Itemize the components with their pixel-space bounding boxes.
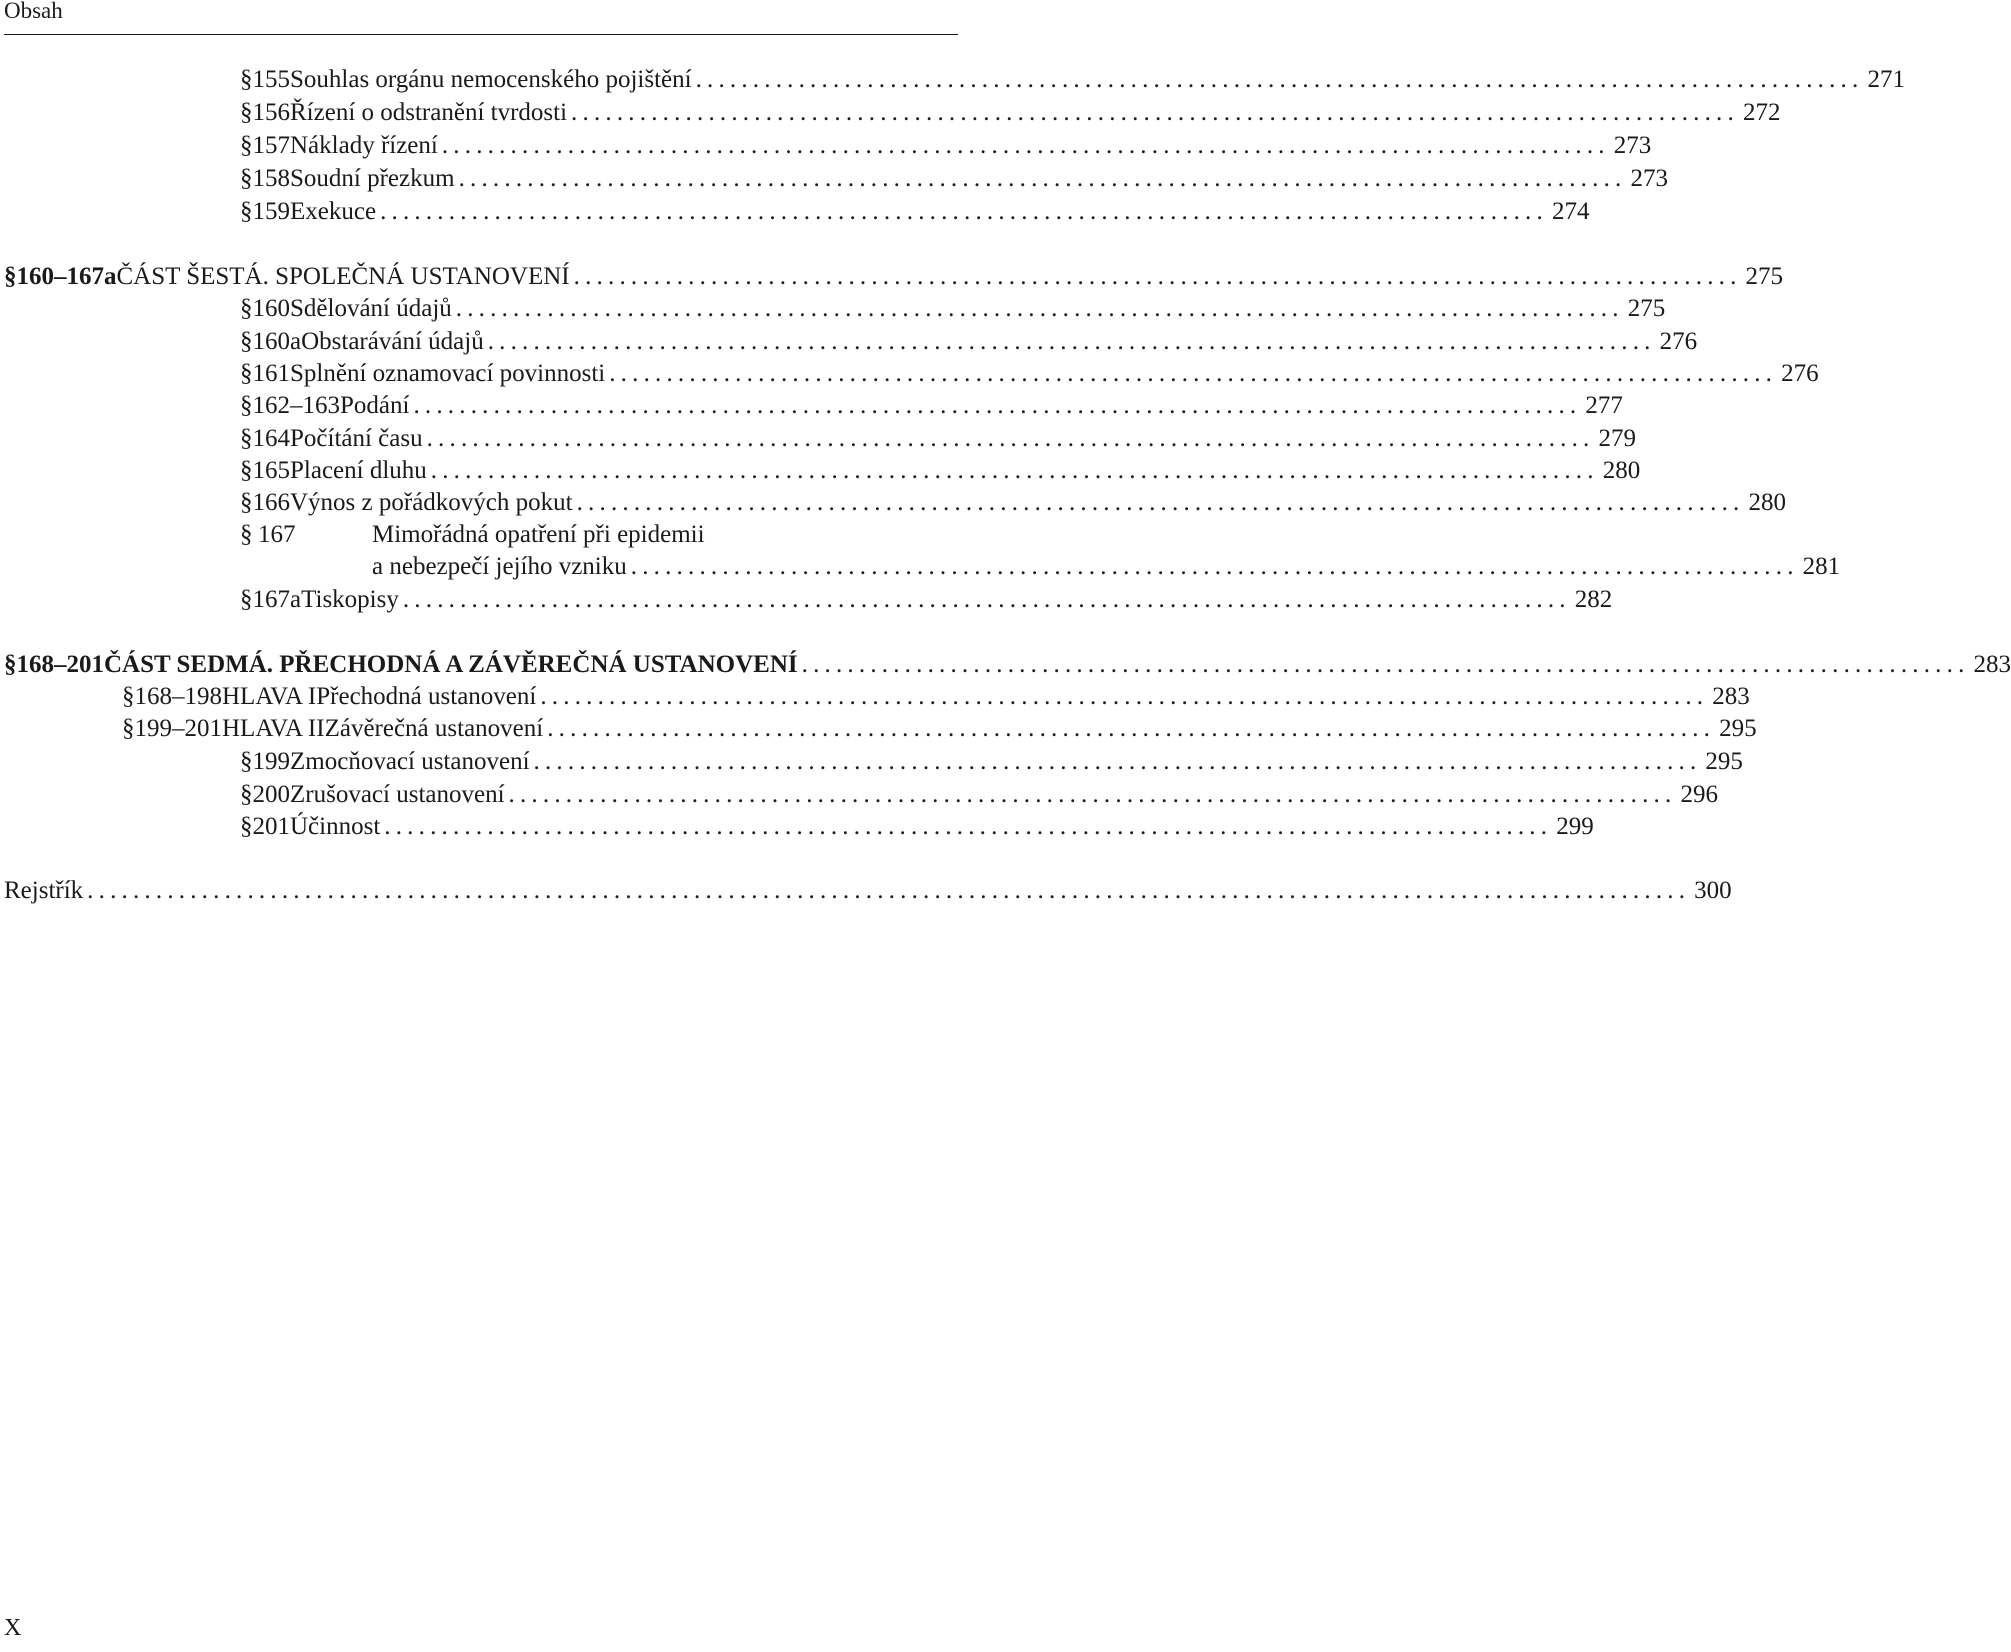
- toc-entry[interactable]: [240, 745, 1743, 779]
- toc-entry[interactable]: [240, 486, 1786, 520]
- dot-leader: ......................................................................................................: [609, 360, 1778, 387]
- entry-number: 158: [252, 165, 290, 192]
- dot-leader: ......................................................................................................: [801, 651, 1970, 678]
- toc-entry[interactable]: [240, 96, 1781, 130]
- entry-number: 157: [252, 132, 290, 159]
- section-sign: §: [240, 132, 253, 159]
- toc-entry[interactable]: [240, 810, 1594, 844]
- section-sign: §: [240, 66, 253, 93]
- entry-title: ČÁST ŠESTÁ. SPOLEČNÁ USTANOVENÍ: [116, 263, 570, 290]
- entry-title: Souhlas orgánu nemocenského pojištění: [290, 66, 692, 93]
- entry-title: Tiskopisy: [301, 586, 399, 613]
- chapter-label: HLAVA I: [222, 683, 317, 710]
- section-sign: §: [240, 295, 253, 322]
- toc-entry-continuation[interactable]: [372, 550, 1841, 584]
- entry-page: 282: [1574, 586, 1613, 613]
- entry-title: ČÁST SEDMÁ. PŘECHODNÁ A ZÁVĚREČNÁ USTANOVENÍ: [104, 651, 798, 678]
- entry-number: 167a: [252, 586, 302, 613]
- entry-title: Náklady řízení: [290, 132, 438, 159]
- toc-entry[interactable]: [240, 583, 1613, 617]
- entry-title-continuation: a nebezpečí jejího vzniku: [372, 553, 627, 580]
- entry-page: 274: [1551, 198, 1590, 225]
- entry-number: 168–201: [16, 651, 104, 678]
- toc-entry[interactable]: [240, 129, 1652, 163]
- entry-title: Zmocňovací ustanovení: [290, 748, 530, 775]
- toc-entry[interactable]: [240, 162, 1668, 196]
- entry-number: 165: [252, 457, 290, 484]
- entry-title: Výnos z pořádkových pokut: [290, 489, 573, 516]
- entry-number: 166: [252, 489, 290, 516]
- dot-leader: ......................................................................................................: [430, 457, 1599, 484]
- toc-chapter-entry[interactable]: [122, 712, 1757, 746]
- entry-title: Účinnost: [290, 813, 381, 840]
- entry-number: 155: [252, 66, 290, 93]
- entry-page: 277: [1585, 392, 1623, 419]
- section-sign: §: [240, 328, 253, 355]
- section-sign: §: [240, 813, 253, 840]
- dot-leader: ......................................................................................................: [695, 66, 1864, 93]
- entry-number: 161: [252, 360, 290, 387]
- section-sign: §: [122, 715, 135, 742]
- toc-part-entry[interactable]: [4, 648, 2011, 682]
- entry-page: 273: [1613, 132, 1652, 159]
- chapter-label: HLAVA II: [222, 715, 325, 742]
- running-header: Obsah: [4, 0, 63, 23]
- dot-leader: ......................................................................................................: [576, 489, 1745, 516]
- dot-leader: ............................................................................................................................................: [87, 877, 1691, 904]
- dot-leader: ......................................................................................................: [573, 263, 1742, 290]
- section-sign: §: [240, 198, 253, 225]
- section-sign: §: [240, 489, 253, 516]
- section-sign: §: [240, 165, 253, 192]
- dot-leader: ......................................................................................................: [380, 198, 1548, 225]
- header-rule: [4, 34, 958, 35]
- toc-entry[interactable]: [240, 195, 1590, 229]
- dot-leader: ......................................................................................................: [413, 392, 1582, 419]
- entry-page: 272: [1742, 99, 1781, 126]
- entry-number: 160a: [252, 328, 302, 355]
- section-sign: §: [240, 392, 253, 419]
- entry-title: Splnění oznamovací povinnosti: [290, 360, 606, 387]
- entry-page: 280: [1748, 489, 1786, 516]
- entry-title: Exekuce: [290, 198, 377, 225]
- entry-page: 271: [1867, 66, 1905, 93]
- entry-page: 275: [1745, 263, 1784, 290]
- entry-title: Řízení o odstranění tvrdosti: [290, 99, 568, 126]
- dot-leader: ......................................................................................................: [426, 425, 1595, 452]
- entry-title: Přechodná ustanovení: [316, 683, 537, 710]
- toc-entry[interactable]: [240, 357, 1819, 391]
- entry-number: 156: [252, 99, 290, 126]
- toc-entry[interactable]: [240, 292, 1666, 326]
- entry-title: Podání: [340, 392, 410, 419]
- entry-page: 283: [1973, 651, 2011, 678]
- entry-page: 280: [1602, 457, 1641, 484]
- entry-number: 159: [252, 198, 290, 225]
- entry-page: 299: [1556, 813, 1594, 840]
- section-sign: §: [240, 99, 253, 126]
- entry-page: 281: [1802, 553, 1841, 580]
- section-sign: §: [240, 457, 253, 484]
- dot-leader: ......................................................................................................: [384, 813, 1553, 840]
- entry-page: 283: [1712, 683, 1750, 710]
- entry-number: 160: [252, 295, 290, 322]
- entry-number: 168–198: [134, 683, 222, 710]
- entry-number: 167: [258, 521, 296, 548]
- section-sign: §: [4, 263, 17, 290]
- dot-leader: ......................................................................................................: [455, 295, 1624, 322]
- dot-leader: ......................................................................................................: [458, 165, 1627, 192]
- section-sign: §: [240, 781, 253, 808]
- entry-page: 296: [1680, 781, 1718, 808]
- entry-title: Placení dluhu: [290, 457, 427, 484]
- entry-number: 199–201: [134, 715, 222, 742]
- entry-number: 160–167a: [16, 263, 117, 290]
- entry-title: Rejstřík: [4, 877, 84, 904]
- dot-leader: ......................................................................................................: [508, 781, 1677, 808]
- entry-page: 295: [1705, 748, 1743, 775]
- section-sign: §: [240, 425, 253, 452]
- dot-leader: ......................................................................................................: [547, 715, 1716, 742]
- toc-entry[interactable]: [240, 63, 1905, 97]
- entry-page: 276: [1781, 360, 1819, 387]
- toc-index-entry[interactable]: [4, 874, 1732, 908]
- entry-title: Závěrečná ustanovení: [324, 715, 544, 742]
- toc-entry[interactable]: [240, 389, 1623, 423]
- entry-title: Obstarávání údajů: [301, 328, 484, 355]
- entry-number: 200: [252, 781, 290, 808]
- dot-leader: ......................................................................................................: [630, 553, 1799, 580]
- toc-part-entry[interactable]: [4, 260, 1784, 294]
- entry-number: 201: [252, 813, 290, 840]
- entry-number: 199: [252, 748, 290, 775]
- section-sign: §: [4, 651, 17, 678]
- section-sign: §: [240, 748, 253, 775]
- entry-title: Sdělování údajů: [290, 295, 452, 322]
- entry-page: 300: [1694, 877, 1732, 904]
- toc-entry[interactable]: [240, 454, 1641, 488]
- entry-page: 279: [1598, 425, 1637, 452]
- entry-title: Soudní přezkum: [290, 165, 455, 192]
- dot-leader: ......................................................................................................: [402, 586, 1571, 613]
- entry-title: Zrušovací ustanovení: [290, 781, 505, 808]
- section-sign: §: [240, 586, 253, 613]
- entry-title: Počítání času: [290, 425, 423, 452]
- toc-entry[interactable]: [240, 325, 1698, 359]
- toc-entry-multiline[interactable]: [240, 518, 908, 552]
- toc-entry[interactable]: [240, 778, 1718, 812]
- entry-number: 164: [252, 425, 290, 452]
- entry-page: 276: [1659, 328, 1698, 355]
- section-sign: §: [240, 360, 253, 387]
- section-sign: §: [122, 683, 135, 710]
- dot-leader: ......................................................................................................: [441, 132, 1610, 159]
- entry-number: 162–163: [252, 392, 340, 419]
- entry-title: Mimořádná opatření při epidemii: [372, 521, 705, 548]
- entry-page: 295: [1719, 715, 1757, 742]
- dot-leader: ......................................................................................................: [540, 683, 1709, 710]
- dot-leader: ......................................................................................................: [533, 748, 1702, 775]
- toc-chapter-entry[interactable]: [122, 680, 1750, 714]
- dot-leader: ......................................................................................................: [571, 99, 1739, 126]
- section-sign: §: [240, 521, 253, 548]
- page-number: X: [4, 1615, 22, 1641]
- dot-leader: ......................................................................................................: [487, 328, 1656, 355]
- entry-page: 275: [1627, 295, 1666, 322]
- entry-page: 273: [1630, 165, 1668, 192]
- toc-entry[interactable]: [240, 422, 1637, 456]
